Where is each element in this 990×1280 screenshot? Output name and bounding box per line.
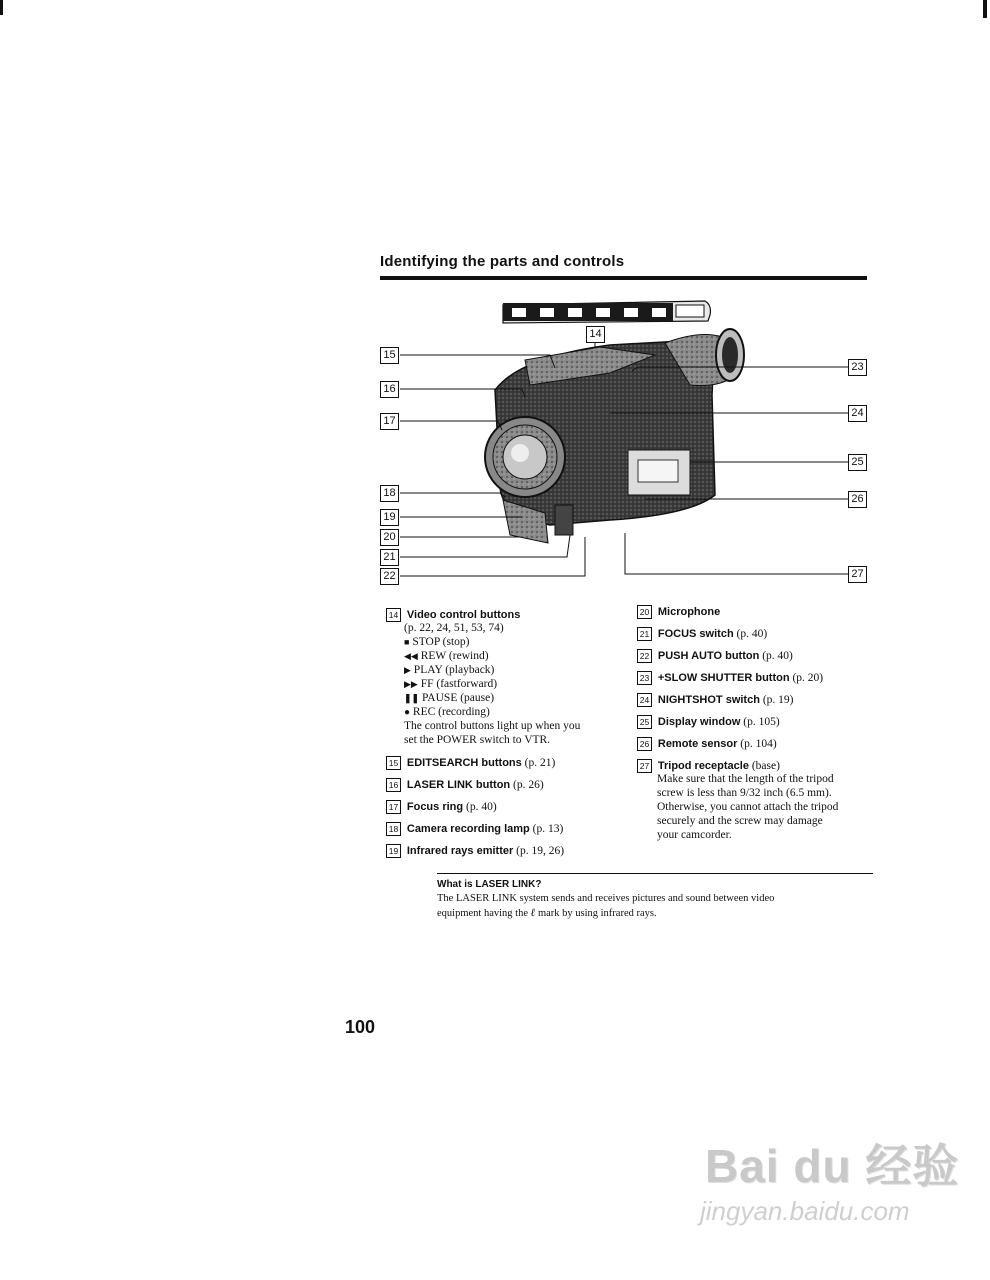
- callout-21: 21: [380, 549, 399, 566]
- video-control-strip: [503, 301, 710, 323]
- callout-26: 26: [848, 491, 867, 508]
- list-item: 25 Display window (p. 105): [637, 715, 780, 730]
- camcorder-diagram: [370, 285, 875, 590]
- tripod-note-line: your camcorder.: [657, 829, 732, 841]
- scan-edge-mark-left: [0, 0, 3, 15]
- list-item: 22 PUSH AUTO button (p. 40): [637, 649, 793, 664]
- scan-edge-mark: [983, 0, 987, 18]
- callout-14: 14: [586, 326, 605, 343]
- note-line: equipment having the ℓ mark by using infrared rays.: [437, 907, 657, 919]
- tripod-note-line: screw is less than 9/32 inch (6.5 mm).: [657, 787, 832, 799]
- callout-22: 22: [380, 568, 399, 585]
- callout-15: 15: [380, 347, 399, 364]
- list-item: 23 +SLOW SHUTTER button (p. 20): [637, 671, 823, 686]
- laser-link-icon: ℓ: [530, 907, 536, 919]
- callout-18: 18: [380, 485, 399, 502]
- page-number: 100: [345, 1017, 376, 1037]
- list-note: The control buttons light up when you: [404, 720, 581, 732]
- list-subitem: ▶▶ FF (fastforward): [404, 678, 498, 690]
- page-title: Identifying the parts and controls: [380, 253, 625, 270]
- callout-20: 20: [380, 529, 399, 546]
- callout-16: 16: [380, 381, 399, 398]
- callout-19: 19: [380, 509, 399, 526]
- item-number: 14: [386, 608, 401, 622]
- callout-24: 24: [848, 405, 867, 422]
- title-rule: [380, 276, 867, 280]
- tripod-note-line: Otherwise, you cannot attach the tripod: [657, 801, 839, 813]
- tripod-note-line: securely and the screw may damage: [657, 815, 823, 827]
- callout-23: 23: [848, 359, 867, 376]
- watermark-logo: Bai du 经验: [705, 1140, 960, 1192]
- list-item: 20 Microphone: [637, 605, 720, 620]
- list-item: 15 EDITSEARCH buttons (p. 21): [386, 756, 555, 771]
- page-refs: (p. 22, 24, 51, 53, 74): [404, 622, 504, 634]
- list-item: 26 Remote sensor (p. 104): [637, 737, 777, 752]
- tripod-note-line: Make sure that the length of the tripod: [657, 773, 834, 785]
- note-body: [437, 892, 857, 921]
- list-item: 18 Camera recording lamp (p. 13): [386, 822, 563, 837]
- watermark-url: jingyan.baidu.com: [700, 1196, 910, 1226]
- note-rule: [437, 873, 873, 874]
- callout-27: 27: [848, 566, 867, 583]
- camcorder-body: [485, 329, 744, 543]
- list-item: [386, 608, 520, 623]
- list-item: 24 NIGHTSHOT switch (p. 19): [637, 693, 793, 708]
- list-item: 16 LASER LINK button (p. 26): [386, 778, 544, 793]
- list-subitem: ◀◀ REW (rewind): [404, 650, 489, 662]
- list-subitem: ❚❚ PAUSE (pause): [404, 692, 495, 704]
- list-item: 17 Focus ring (p. 40): [386, 800, 497, 815]
- callout-25: 25: [848, 454, 867, 471]
- list-subitem: ● REC (recording): [404, 706, 490, 718]
- list-item: 19 Infrared rays emitter (p. 19, 26): [386, 844, 564, 859]
- list-note: set the POWER switch to VTR.: [404, 734, 551, 746]
- callout-17: 17: [380, 413, 399, 430]
- list-subitem: ■ STOP (stop): [404, 636, 470, 648]
- list-item: 21 FOCUS switch (p. 40): [637, 627, 767, 642]
- note-title: What is LASER LINK?: [437, 879, 542, 890]
- list-item: 27 Tripod receptacle (base): [637, 759, 780, 774]
- note-line: The LASER LINK system sends and receives pictures and sound between video: [437, 893, 775, 904]
- list-subitem: ▶ PLAY (playback): [404, 664, 495, 676]
- item-heading: Video control buttons: [406, 609, 521, 621]
